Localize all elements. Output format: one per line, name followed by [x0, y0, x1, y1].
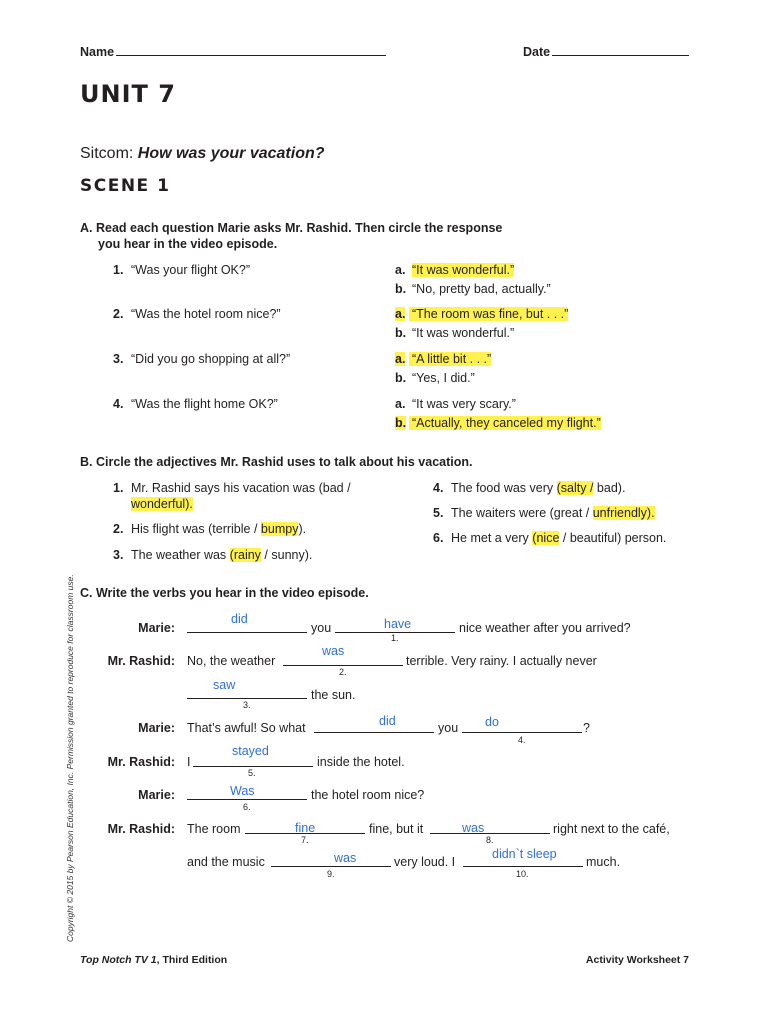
- answer-10: didn`t sleep: [492, 847, 557, 861]
- b-item-1-circled[interactable]: wonderful).: [131, 497, 193, 511]
- text: fine, but it: [369, 822, 424, 836]
- blank-number-9: 9.: [327, 869, 335, 879]
- answer-3: saw: [213, 678, 236, 692]
- b-item-2-text: His flight was (terrible /: [131, 522, 258, 536]
- option-b-text[interactable]: “It was wonderful.”: [412, 326, 515, 340]
- option-a-label[interactable]: a.: [395, 352, 406, 366]
- b-item-6-circled[interactable]: (nice: [532, 531, 560, 545]
- answer-8: was: [462, 821, 485, 835]
- text: ?: [583, 721, 590, 735]
- speaker-marie: Marie:: [138, 788, 175, 802]
- text: and the music: [187, 855, 265, 869]
- blank-number-6: 6.: [243, 802, 251, 812]
- text: inside the hotel.: [317, 755, 405, 769]
- blank-number-7: 7.: [301, 835, 309, 845]
- answer-4: do: [485, 715, 499, 729]
- text: the sun.: [311, 688, 356, 702]
- blank-5[interactable]: [193, 766, 313, 767]
- b-item-5-line: [451, 506, 655, 520]
- footer-right: Activity Worksheet 7: [585, 954, 689, 966]
- footer-book-title: Top Notch TV 1: [80, 954, 157, 966]
- item-number: 1.: [113, 263, 124, 277]
- text: The room: [187, 822, 241, 836]
- blank-3b[interactable]: [314, 732, 434, 733]
- text: the hotel room nice?: [311, 788, 425, 802]
- question-text: “Was the hotel room nice?”: [131, 307, 281, 321]
- option-a-text[interactable]: “It was very scary.”: [412, 397, 516, 411]
- text: right next to the café,: [553, 822, 670, 836]
- b-item-3-post: / sunny).: [264, 548, 313, 562]
- option-b-label[interactable]: b.: [395, 282, 407, 296]
- speaker-marie: Marie:: [138, 621, 175, 635]
- section-a-instruction: A. Read each question Marie asks Mr. Rashid. Then circle the response: [80, 221, 503, 235]
- answer-2: was: [322, 644, 345, 658]
- answer-0: did: [231, 612, 248, 626]
- blank-number-10: 10.: [516, 869, 529, 879]
- b-item-5-circled[interactable]: unfriendly).: [592, 506, 655, 520]
- blank-8[interactable]: [430, 833, 550, 834]
- item-number: 2.: [113, 307, 124, 321]
- option-b-label[interactable]: b.: [395, 416, 407, 430]
- answer-7: fine: [295, 821, 316, 835]
- blank-number-5: 5.: [248, 768, 256, 778]
- option-b-text[interactable]: “Yes, I did.”: [412, 371, 475, 385]
- option-b-label[interactable]: b.: [395, 371, 407, 385]
- b-item-4-text: The food was very: [451, 481, 554, 495]
- b-item-3-circled[interactable]: (rainy: [229, 548, 261, 562]
- sitcom-heading: [80, 145, 325, 163]
- option-a-text[interactable]: “It was wonderful.”: [412, 263, 515, 277]
- speaker-rashid: Mr. Rashid:: [107, 822, 175, 836]
- text: I: [187, 755, 191, 769]
- b-item-6-text: He met a very: [451, 531, 529, 545]
- text: you: [311, 621, 332, 635]
- scene-title: SCENE 1: [80, 176, 171, 196]
- b-item-3-text: The weather was: [131, 548, 227, 562]
- option-a-label[interactable]: a.: [395, 397, 406, 411]
- speaker-rashid: Mr. Rashid:: [107, 755, 175, 769]
- b-item-4-circled[interactable]: (salty /: [556, 481, 594, 495]
- answer-5: stayed: [232, 744, 269, 758]
- b-item-1-number: 1.: [113, 481, 124, 495]
- b-item-5-number: 5.: [433, 506, 444, 520]
- sitcom-title: How was your vacation?: [137, 145, 325, 162]
- option-b-text[interactable]: “No, pretty bad, actually.”: [412, 282, 551, 296]
- b-item-2-circled[interactable]: bumpy: [260, 522, 299, 536]
- question-text: “Was your flight OK?”: [131, 263, 251, 277]
- speaker-marie: Marie:: [138, 721, 175, 735]
- answer-9: was: [334, 851, 357, 865]
- text: That’s awful! So what: [187, 721, 306, 735]
- b-item-6-number: 6.: [433, 531, 444, 545]
- b-item-2-post: ).: [298, 522, 307, 536]
- blank-6[interactable]: [187, 799, 307, 800]
- b-item-1-text: Mr. Rashid says his vacation was (bad /: [131, 481, 351, 495]
- option-a-text[interactable]: “A little bit . . .”: [409, 352, 491, 366]
- blank-number-2: 2.: [339, 667, 347, 677]
- option-a-label[interactable]: a.: [395, 307, 406, 321]
- question-text: “Was the flight home OK?”: [131, 397, 278, 411]
- section-a-instruction-2: you hear in the video episode.: [98, 237, 278, 251]
- blank-3[interactable]: [187, 698, 307, 699]
- blank-number-3: 3.: [243, 700, 251, 710]
- unit-title: UNIT 7: [80, 80, 176, 108]
- blank-9[interactable]: [271, 866, 391, 867]
- b-item-4-line: [451, 481, 625, 495]
- text: nice weather after you arrived?: [459, 621, 631, 635]
- answer-1: have: [384, 617, 412, 631]
- item-number: 3.: [113, 352, 124, 366]
- option-b-label[interactable]: b.: [395, 326, 407, 340]
- text: much.: [586, 855, 621, 869]
- blank-7[interactable]: [245, 833, 365, 834]
- b-item-2-number: 2.: [113, 522, 124, 536]
- footer-edition: , Third Edition: [156, 954, 228, 966]
- section-c-instruction: C. Write the verbs you hear in the video episode.: [80, 586, 369, 600]
- option-a-label[interactable]: a.: [395, 263, 406, 277]
- text: No, the weather: [187, 654, 276, 668]
- option-b-text[interactable]: “Actually, they canceled my flight.”: [409, 416, 601, 430]
- date-label: Date: [523, 45, 551, 59]
- text: terrible. Very rainy. I actually never: [406, 654, 597, 668]
- copyright-notice: Copyright © 2015 by Pearson Education, Inc. Permission granted to reproduce for classroom use.: [65, 574, 75, 942]
- b-item-3-line: [131, 548, 312, 562]
- question-text: “Did you go shopping at all?”: [131, 352, 291, 366]
- date-field[interactable]: [552, 55, 689, 56]
- text: you: [438, 721, 459, 735]
- answer-6: Was: [230, 784, 255, 798]
- name-field[interactable]: [116, 55, 386, 56]
- blank-number-8: 8.: [486, 835, 494, 845]
- blank-10[interactable]: [463, 866, 583, 867]
- b-item-4-number: 4.: [433, 481, 444, 495]
- name-label: Name: [80, 45, 115, 59]
- footer-left: [80, 954, 227, 966]
- blank-2[interactable]: [283, 665, 403, 666]
- speaker-rashid: Mr. Rashid:: [107, 654, 175, 668]
- answer-3b: did: [379, 714, 396, 728]
- sitcom-label: Sitcom:: [80, 145, 134, 162]
- item-number: 4.: [113, 397, 124, 411]
- blank-number-4: 4.: [518, 735, 526, 745]
- b-item-2-line: [131, 522, 306, 536]
- blank-0[interactable]: [187, 632, 307, 633]
- b-item-6-line: [451, 531, 666, 545]
- blank-number-1: 1.: [391, 633, 399, 643]
- option-a-text[interactable]: “The room was fine, but . . .”: [409, 307, 568, 321]
- b-item-3-number: 3.: [113, 548, 124, 562]
- section-b-instruction: B. Circle the adjectives Mr. Rashid uses to talk about his vacation.: [80, 455, 473, 469]
- blank-4[interactable]: [462, 732, 582, 733]
- b-item-4-post: bad).: [596, 481, 626, 495]
- b-item-6-post: / beautiful) person.: [562, 531, 667, 545]
- b-item-5-text: The waiters were (great /: [451, 506, 590, 520]
- text: very loud. I: [394, 855, 456, 869]
